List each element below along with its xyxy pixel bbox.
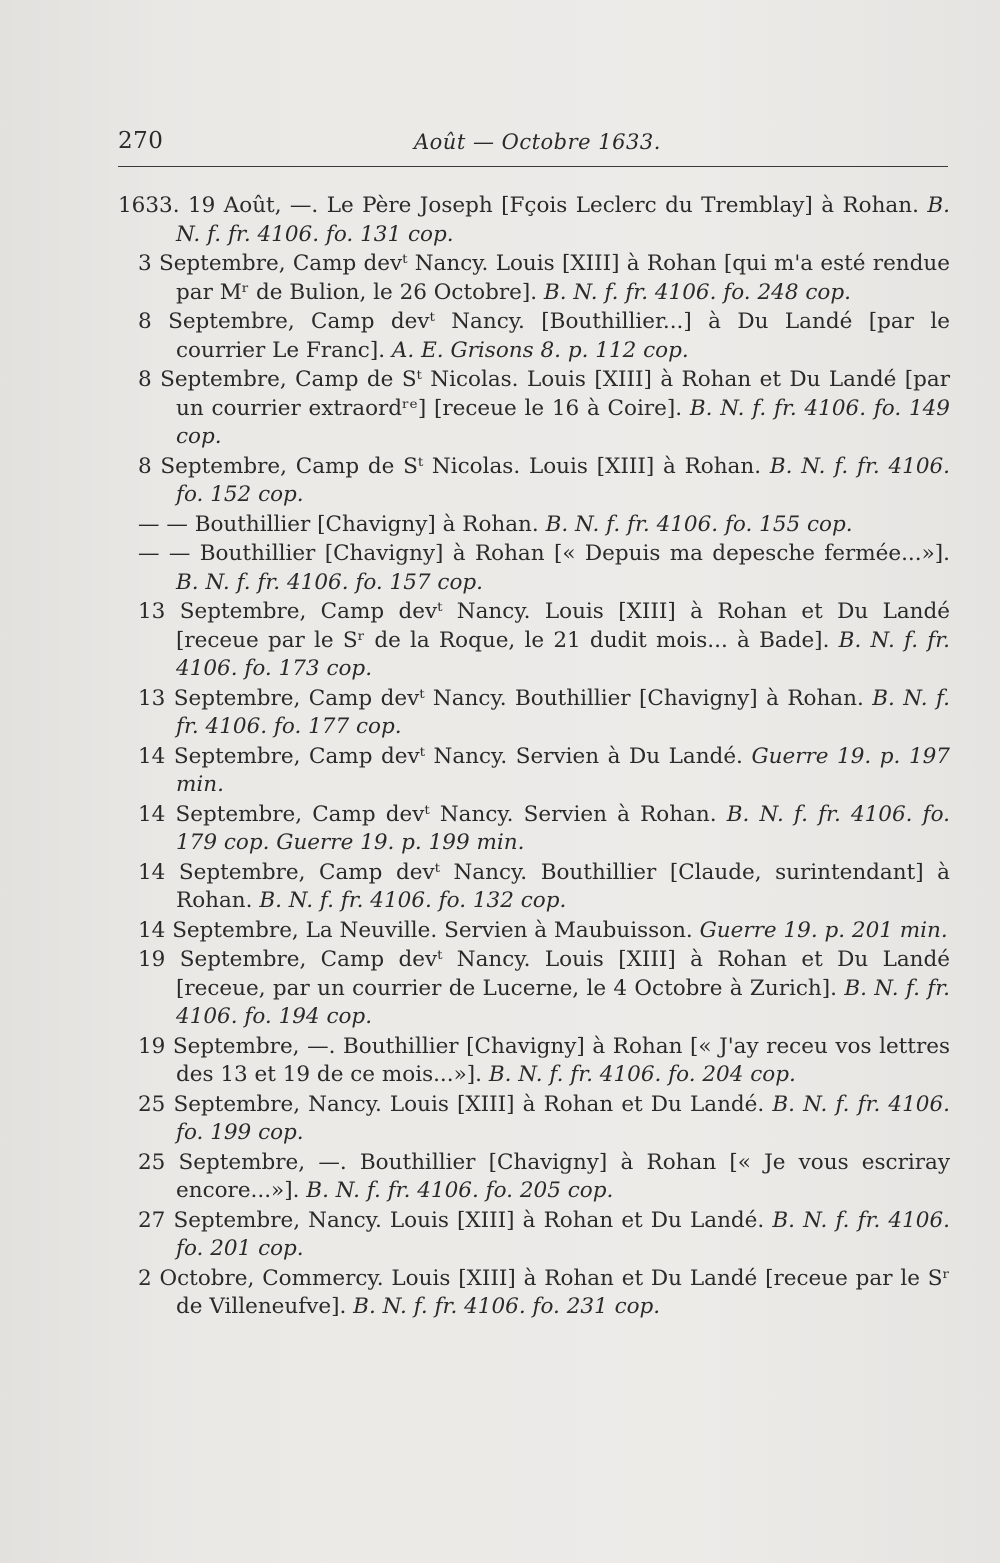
entry-text: Louis [XIII] à Rohan et Du Landé [receue, par un courrier de Lucerne, le 4 Octobre à Zurich]. [176,947,951,1001]
entry-text: Louis [XIII] à Rohan et Du Landé. [389,1091,765,1117]
entry-reference: B. N. f. fr. 4106. fo. 248 cop. [543,279,851,305]
entry-reference: B. N. f. fr. 4106. fo. 177 cop. [176,685,950,739]
entry-text: Louis [XIII] à Rohan et Du Landé [receue par le Sʳ de la Roque, le 21 dudit mois... à Bade]. [176,599,951,653]
entry-date: 8 Septembre, Camp de Sᵗ Nicolas. [138,453,521,479]
list-item [118,453,950,510]
entry-reference: B. N. f. fr. 4106. fo. 173 cop. [176,627,951,681]
entry-date: 14 Septembre, La Neuville. [138,917,438,943]
list-item [118,946,950,1032]
entry-reference: Guerre 19. p. 197 min. [176,743,950,797]
entry-date: 8 Septembre, Camp devᵗ Nancy. [138,309,525,334]
header-rule [118,166,948,167]
entry-text: Le Père Joseph [Fçois Leclerc du Tremblay] à Rohan. [326,193,919,218]
entry-date: — — [138,511,188,537]
entry-date: 13 Septembre, Camp devᵗ Nancy. [138,685,507,711]
entry-text: Bouthillier [Chavigny] à Rohan. [194,511,539,537]
running-title: Août — Octobre 1633. [414,130,661,154]
list-item [118,859,950,916]
entry-text: Servien à Du Landé. [515,743,743,769]
list-item [118,743,950,800]
entry-date: 25 Septembre, Nancy. [138,1091,382,1117]
entry-reference: B. N. f. fr. 4106. fo. 157 cop. [176,569,484,595]
entry-reference: B. N. f. fr. 4106. fo. 152 cop. [176,453,951,507]
entry-text: Servien à Rohan. [523,801,717,827]
entry-reference: B. N. f. fr. 4106. fo. 201 cop. [176,1207,950,1261]
list-item [118,598,950,684]
entry-date: 3 Septembre, Camp devᵗ Nancy. [138,251,489,276]
list-item [118,1033,950,1090]
entry-text: Louis [XIII] à Rohan. [528,453,762,479]
list-item [118,511,950,540]
entry-text: Bouthillier [Chavigny] à Rohan [« J'ay receu vos lettres des 13 et 19 de ce mois...»]. [176,1033,950,1087]
entry-reference: B. N. f. fr. 4106. fo. 204 cop. [488,1062,796,1087]
entry-reference: B. N. f. fr. 4106. fo. 132 cop. [259,888,567,913]
list-item [118,366,950,452]
entry-date: 2 Octobre, Commercy. [138,1265,384,1291]
entry-date: 14 Septembre, Camp devᵗ Nancy. [138,801,514,827]
entry-date: — — [138,541,191,566]
entry-reference: B. N. f. fr. 4106. fo. 179 cop. Guerre 19. p. 199 min. [176,801,951,855]
entry-reference: A. E. Grisons 8. p. 112 cop. [391,337,689,363]
entry-date: 1633. 19 Août, —. [118,193,319,218]
entry-date: 14 Septembre, Camp devᵗ Nancy. [138,743,508,769]
entry-reference: B. N. f. fr. 4106. fo. 155 cop. [545,511,853,537]
list-item [118,801,950,858]
list-item [118,1091,950,1148]
entry-date: 8 Septembre, Camp de Sᵗ Nicolas. [138,367,519,392]
entry-reference: B. N. f. fr. 4106. fo. 231 cop. [353,1294,661,1319]
list-item [118,1207,950,1264]
entry-reference: B. N. f. fr. 4106. fo. 205 cop. [306,1178,614,1203]
page-number: 270 [118,128,164,154]
entry-text: Servien à Maubuisson. [444,917,693,943]
entry-reference: Guerre 19. p. 201 min. [699,917,948,943]
list-item [118,308,950,365]
entry-date: 27 Septembre, Nancy. [138,1207,382,1233]
entry-list [118,192,950,1323]
entry-reference: B. N. f. fr. 4106. fo. 199 cop. [176,1091,950,1145]
entry-text: Bouthillier [Chavigny] à Rohan. [515,685,864,711]
entry-date: 19 Septembre, —. [138,1033,336,1059]
entry-date: 14 Septembre, Camp devᵗ Nancy. [138,859,528,885]
entry-text: Louis [XIII] à Rohan et Du Landé [par un courrier extraordʳᵉ] [receue le 16 à Coire]. [176,367,950,421]
entry-date: 13 Septembre, Camp devᵗ Nancy. [138,599,531,624]
entry-text: Bouthillier [Chavigny] à Rohan [« Je vous escriray encore...»]. [176,1149,950,1203]
entry-text: Bouthillier [Chavigny] à Rohan [« Depuis ma depesche fermée...»]. [199,541,950,566]
entry-date: 25 Septembre, —. [138,1149,347,1175]
entry-reference: B. N. f. fr. 4106. fo. 194 cop. [176,975,950,1029]
list-item [118,1149,950,1206]
page-header [118,128,948,164]
list-item [118,917,950,946]
entry-text: Bouthillier [Claude, surintendant] à Rohan. [176,859,950,913]
entry-text: Louis [XIII] à Rohan [qui m'a esté rendue par Mʳ de Bulion, le 26 Octobre]. [176,251,950,305]
list-item [118,250,950,307]
entry-text: Louis [XIII] à Rohan et Du Landé. [389,1207,765,1233]
list-item [118,685,950,742]
entry-reference: B. N. f. fr. 4106. fo. 131 cop. [176,193,950,247]
list-item [118,540,950,597]
list-item [118,192,950,249]
entry-text: [Bouthillier...] à Du Landé [par le courrier Le Franc]. [176,309,950,363]
entry-text: Louis [XIII] à Rohan et Du Landé [receue par le Sʳ de Villeneufve]. [176,1265,950,1319]
list-item [118,1265,950,1322]
entry-date: 19 Septembre, Camp devᵗ Nancy. [138,947,531,972]
entry-reference: B. N. f. fr. 4106. fo. 149 cop. [176,395,950,449]
